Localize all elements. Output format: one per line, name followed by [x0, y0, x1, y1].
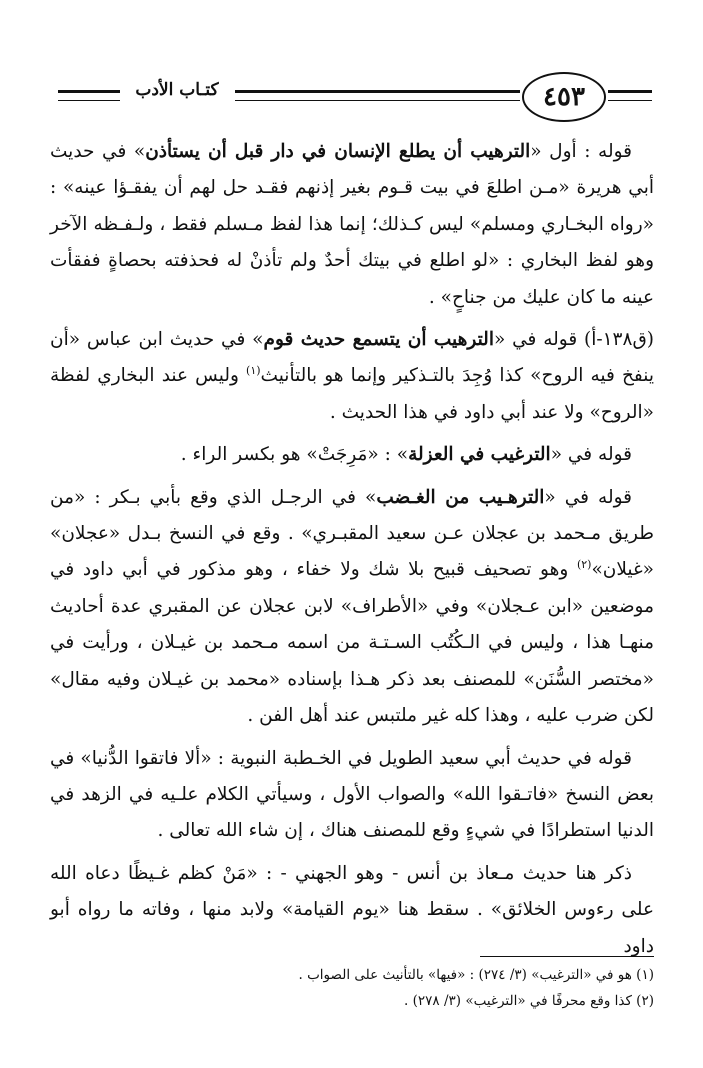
paragraph	[50, 741, 654, 850]
paragraph	[50, 856, 654, 965]
footnote-ref: (٢)	[576, 558, 592, 572]
text-segment: وليس عند البخاري لفظة «الروح» ولا عند أبي داود في هذا الحديث .	[50, 365, 654, 423]
footnote-ref: (١)	[246, 364, 261, 378]
paragraph	[50, 437, 654, 473]
text-segment: » في حديث أبي هريرة «مـن اطلعَ في بيت قـوم بغير إذنهم فقـد حل لهم أن يفقـؤا عينه» : «رواه البخـاري ومسلم» ليس كـذلك؛ إنما هذا لفظ مـسلم فقط ، ولـفـظه الآخر وهو لفظ البخاري : «لو اطلع في بيتك أحدٌ ولم تأذنْ له فحذفته بحصاةٍ ففقأت عينه ما كان عليك من جناحٍ» .	[50, 141, 654, 308]
text-segment: قوله : أول «	[530, 141, 632, 162]
chapter-heading-ref: الترهيب أن يتسمع حديث قوم	[263, 329, 494, 351]
paragraph	[50, 322, 654, 431]
book-title: كتـاب الأدب	[135, 80, 219, 100]
text-segment: قوله في حديث أبي سعيد الطويل في الخـطبة النبوية : «ألا فاتقوا الدُّنيا» في بعض النسخ «فاتـقوا الله» والصواب الأول ، وسيأتي الكلام علـيه في الزهد في الدنيا استطرادًا في شيءٍ وقع للمصنف هناك ، إن شاء الله تعالى .	[50, 747, 654, 842]
page-header	[50, 72, 652, 128]
text-segment: قوله في «	[550, 444, 632, 466]
page-number: ٤٥٣	[522, 72, 606, 122]
text-segment: (ق١٣٨-أ) قوله في «	[493, 329, 655, 351]
chapter-heading-ref: الترغيب في العزلة	[408, 444, 551, 466]
text-segment: قوله في «	[544, 486, 632, 508]
text-segment: وهو تصحيف قبيح بلا شك ولا خفاء ، وهو مذكور في أبي داود في موضعين «ابن عـجلان» وفي «الأطراف» لابن عجلان عن المقبري عدة أحاديث منهـا هذا ، وليس في الـكُتُب السـتـة من اسمه مـحمد بن غيـلان ، ورأيت في «مختصر السُّنَن» للمصنف بعد ذكر هـذا بإسناده «محمد بن غيـلان وفيه مقال» لكن ضرب عليه ، وهذا كله غير ملتبس عند أهل الفن .	[50, 559, 654, 727]
header-rule-middle	[235, 90, 520, 101]
footnote: (٢) كذا وقع محرفًا في «الترغيب» (٣/ ٢٧٨) .	[404, 993, 654, 1009]
footnote-separator	[480, 956, 654, 957]
text-segment: » في حديث ابن عباس «أن ينفخ فيه الروح» كذا وُجِدَ بالتـذكير وإنما هو بالتأنيث	[50, 329, 654, 387]
chapter-heading-ref: الترهيب أن يطلع الإنسان في دار قبل أن يستأذن	[145, 141, 531, 162]
footnote: (١) هو في «الترغيب» (٣/ ٢٧٤) : «فيها» بالتأنيث على الصواب .	[298, 967, 654, 983]
paragraph	[50, 480, 654, 735]
paragraph	[50, 134, 654, 316]
text-segment: ذكر هنا حديث مـعاذ بن أنس - وهو الجهني - : «مَنْ كظم غـيظًا دعاه الله على رءوس الخلائق» . سقط هنا «يوم القيامة» ولابد منها ، وفاته ما رواه أبو داود	[50, 862, 654, 957]
text-segment: » : «مَرِجَتْ» هو بكسر الراء .	[180, 444, 409, 466]
body-text	[50, 134, 654, 965]
footnotes	[50, 962, 654, 1014]
header-rule-right	[608, 90, 652, 101]
header-rule-left	[58, 90, 120, 101]
text-segment: » في الرجـل الذي وقع بأبي بـكر : «من طريق مـحمد بن عجلان عـن سعيد المقبـري» . وقع في النسخ بـدل «عجلان» «غيلان»	[50, 486, 654, 581]
chapter-heading-ref: الترهـيب من الغـضب	[376, 486, 545, 508]
